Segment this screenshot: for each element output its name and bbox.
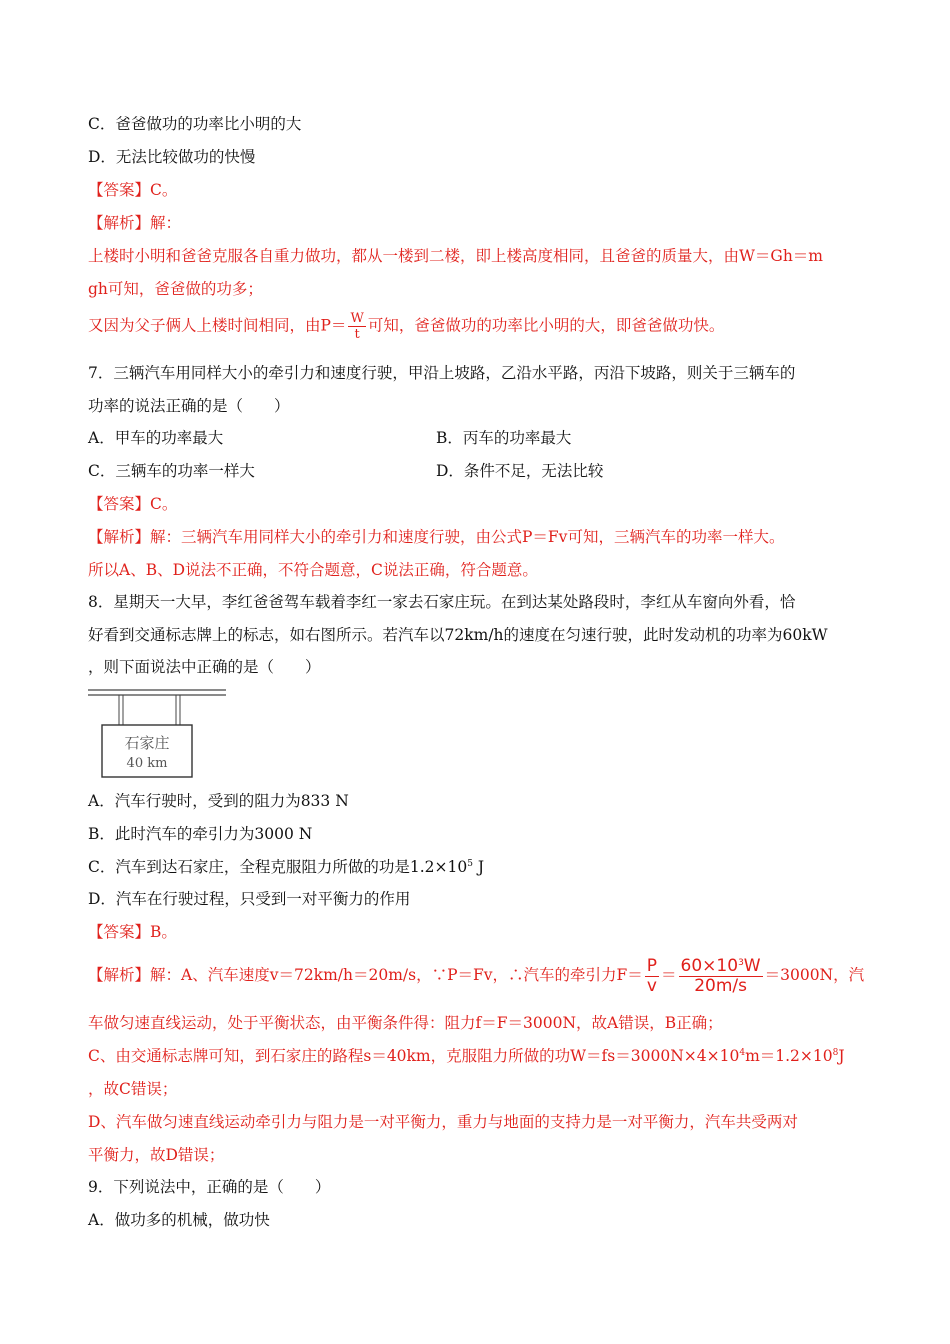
- q8-analysis-line1-pre: 【解析】解：A、汽车速度v＝72km/h＝20m/s，∵P＝Fv，∴汽车的牵引力F＝: [88, 966, 643, 984]
- q8-analysis-line2: 车做匀速直线运动，处于平衡状态，由平衡条件得：阻力f＝F＝3000N，故A错误，B正确；: [88, 1014, 723, 1032]
- q8-option-c: [88, 856, 484, 878]
- q9-stem: 9．下列说法中，正确的是（ ）: [88, 1178, 331, 1196]
- q8-analysis-line3-exp2: 8: [832, 1048, 839, 1058]
- q8-analysis-equals: ＝: [661, 966, 677, 984]
- q7-option-d: D．条件不足，无法比较: [436, 462, 604, 480]
- sign-destination: 石家庄: [124, 734, 170, 752]
- q7-option-c: C．三辆车的功率一样大: [88, 462, 255, 480]
- q8-option-a: A．汽车行驶时，受到的阻力为833 N: [88, 792, 349, 810]
- q8-analysis-line3: [88, 1045, 845, 1067]
- q6-fraction: [348, 312, 365, 341]
- q8-analysis-line6: 平衡力，故D错误；: [88, 1146, 225, 1164]
- q8-analysis-line3-exp1: 4: [739, 1048, 746, 1058]
- q8-analysis-line3-mid: m＝1.2×10: [745, 1047, 833, 1065]
- q8-fraction-value-num-b: W: [743, 955, 761, 976]
- q8-fraction-value-num: [679, 955, 763, 977]
- q7-analysis-line2: 所以A、B、D说法不正确，不符合题意，C说法正确，符合题意。: [88, 561, 538, 579]
- q8-analysis-line3-post: J: [838, 1047, 845, 1065]
- q8-option-c-post: J: [472, 858, 485, 876]
- q8-analysis-line1-post: ＝3000N，汽: [764, 966, 865, 984]
- q8-stem-line2: 好看到交通标志牌上的标志，如右图所示。若汽车以72km/h的速度在匀速行驶，此时发动机的功率为60kW: [88, 626, 828, 644]
- q8-option-d: D．汽车在行驶过程，只受到一对平衡力的作用: [88, 890, 411, 908]
- q8-stem-line3: ，则下面说法中正确的是（ ）: [88, 658, 321, 676]
- q8-fraction-value-num-a: 60×10: [680, 955, 739, 976]
- q8-option-c-exp: 5: [467, 859, 473, 869]
- q8-fraction-value-num-exp: 3: [738, 957, 744, 968]
- q6-fraction-den: t: [354, 327, 360, 342]
- q6-option-d: D．无法比较做功的快慢: [88, 148, 256, 166]
- q8-fraction-pv-num: P: [646, 955, 658, 976]
- q6-fraction-num: W: [350, 311, 364, 326]
- q8-analysis-line5: D、汽车做匀速直线运动牵引力与阻力是一对平衡力，重力与地面的支持力是一对平衡力，汽车共受两对: [88, 1113, 798, 1131]
- q8-fraction-pv: [645, 955, 659, 996]
- q8-fraction-value-den: 20m/s: [694, 975, 747, 996]
- q8-analysis-line4: ，故C错误；: [88, 1080, 178, 1098]
- q8-analysis-line1: [88, 955, 864, 995]
- q7-answer: 【答案】C。: [88, 495, 178, 513]
- q7-stem-line2: 功率的说法正确的是（ ）: [88, 397, 290, 415]
- q6-answer: 【答案】C。: [88, 181, 178, 199]
- q9-option-a: A．做功多的机械，做功快: [88, 1211, 270, 1229]
- q8-fraction-value: [679, 955, 763, 996]
- q6-analysis-line3-post: 可知，爸爸做功的功率比小明的大，即爸爸做功快。: [367, 316, 725, 335]
- q7-option-a: A．甲车的功率最大: [88, 429, 224, 447]
- q6-analysis-line2: gh可知，爸爸做的功多；: [88, 280, 263, 298]
- q7-stem-line1: 7．三辆汽车用同样大小的牵引力和速度行驶，甲沿上坡路，乙沿水平路，丙沿下坡路，则关于三辆车的: [88, 364, 796, 382]
- sign-distance: 40 km: [126, 756, 168, 771]
- traffic-sign-figure: [88, 688, 228, 784]
- q7-option-b: B．丙车的功率最大: [436, 429, 572, 447]
- q7-analysis-line1: 【解析】解：三辆汽车用同样大小的牵引力和速度行驶，由公式P＝Fv可知，三辆汽车的功率一样大。: [88, 528, 785, 546]
- q8-analysis-line3-pre: C、由交通标志牌可知，到石家庄的路程s＝40km，克服阻力所做的功W＝fs＝3000N×4×10: [88, 1047, 740, 1065]
- q8-option-c-pre: C．汽车到达石家庄，全程克服阻力所做的功是1.2×10: [88, 858, 468, 876]
- q6-analysis-head: 【解析】解：: [88, 214, 182, 232]
- q6-analysis-line3-pre: 又因为父子俩人上楼时间相同，由P＝: [88, 316, 347, 335]
- q6-analysis-line3: [88, 312, 724, 341]
- q8-answer: 【答案】B。: [88, 923, 177, 941]
- q8-stem-line1: 8．星期天一大早，李红爸爸驾车载着李红一家去石家庄玩。在到达某处路段时，李红从车窗向外看，恰: [88, 593, 796, 611]
- q8-fraction-pv-den: v: [646, 975, 657, 996]
- q6-analysis-line1: 上楼时小明和爸爸克服各自重力做功，都从一楼到二楼，即上楼高度相同，且爸爸的质量大，由W＝Gh＝m: [88, 247, 823, 265]
- q8-option-b: B．此时汽车的牵引力为3000 N: [88, 825, 313, 843]
- q6-option-c: C．爸爸做功的功率比小明的大: [88, 115, 302, 133]
